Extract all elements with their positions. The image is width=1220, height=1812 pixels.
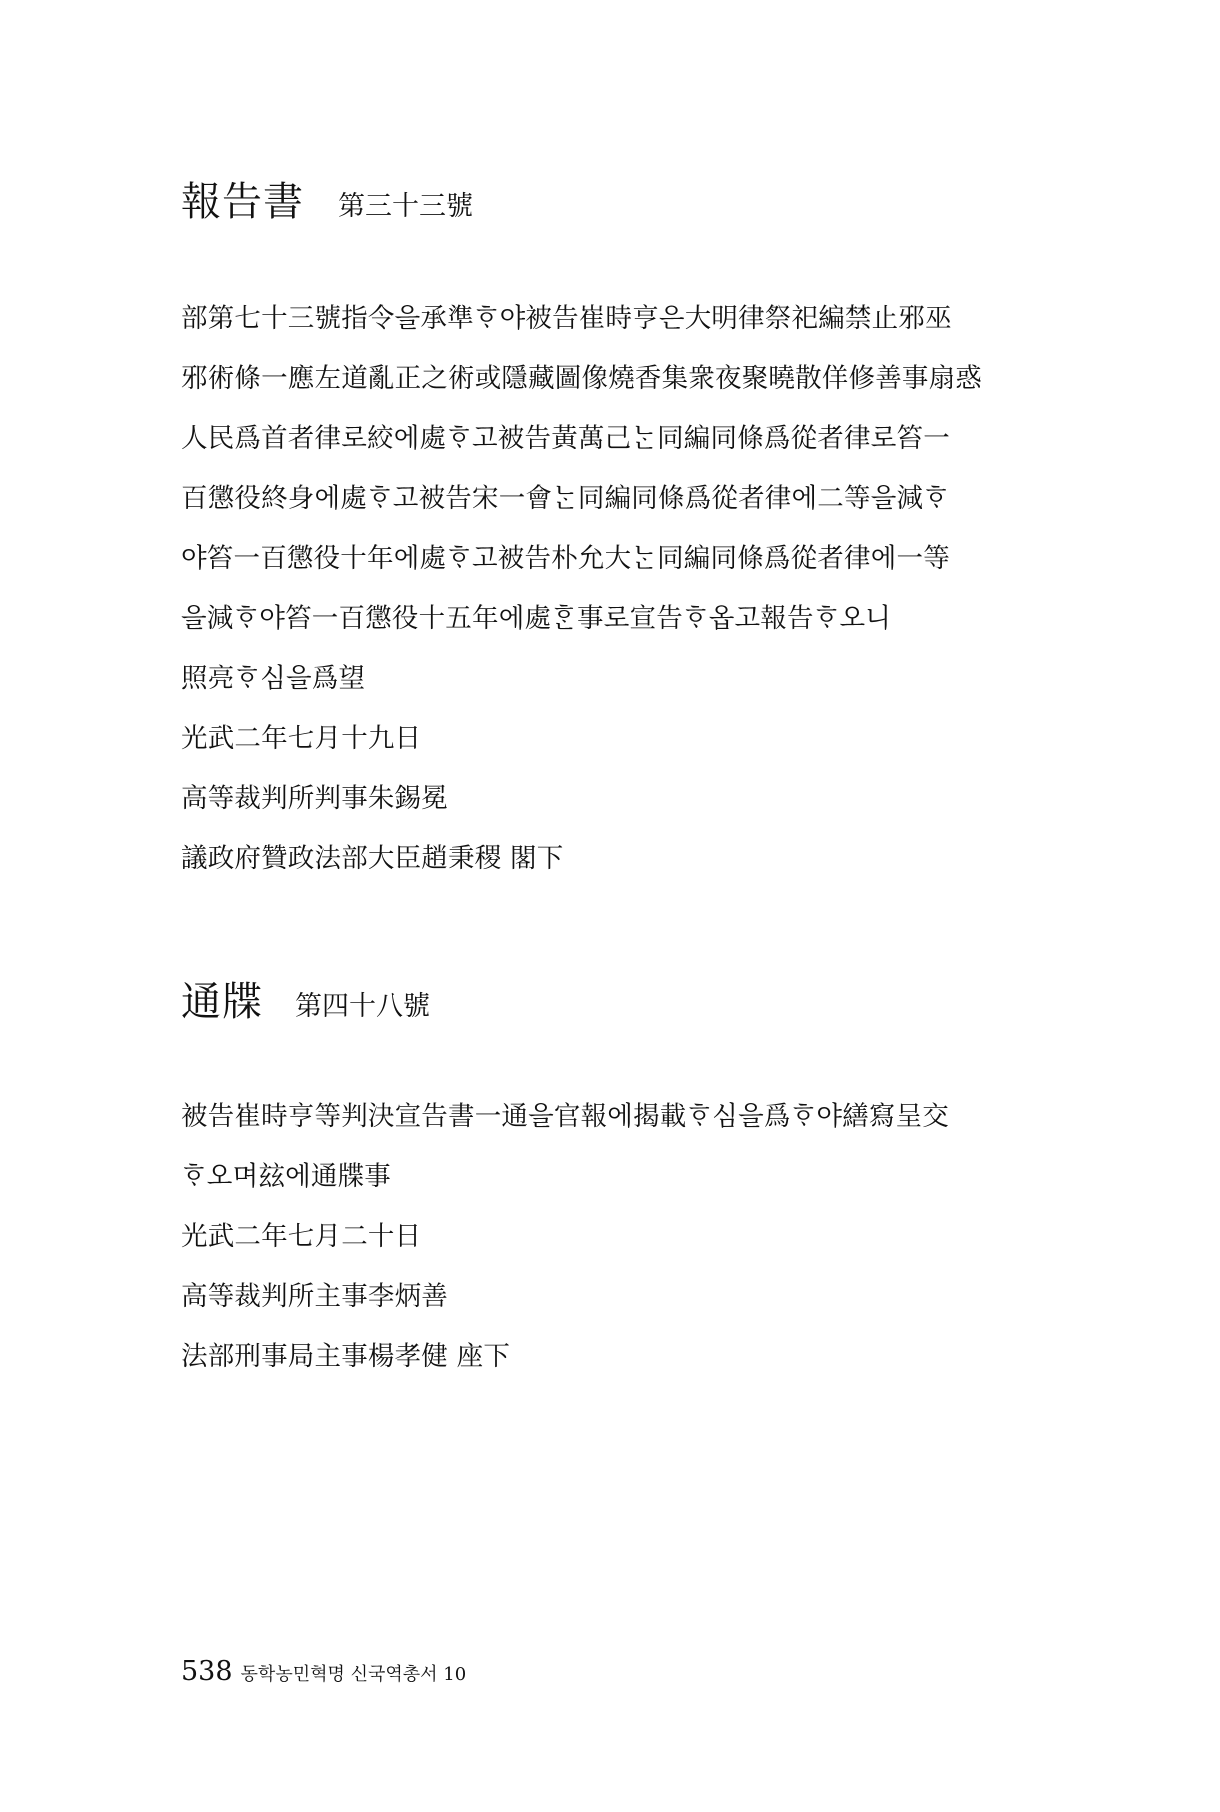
section-heading (181, 170, 1041, 227)
date-line: 光武二年七月十九日 (181, 723, 422, 754)
date-line: 光武二年七月二十日 (181, 1221, 422, 1252)
page-footer (181, 1656, 466, 1687)
text-line: 을減ᄒᆞ야笞一百懲役十五年에處ᄒᆞᆫ事로宣告ᄒᆞ옵고報告ᄒᆞ오니 (181, 603, 892, 634)
text-line: 야笞一百懲役十年에處ᄒᆞ고被告朴允大ᄂᆞᆫ同編同條爲從者律에一等 (181, 543, 950, 574)
running-title: 동학농민혁명 신국역총서 10 (240, 1664, 467, 1685)
text-line: 被告崔時亨等判決宣告書一通을官報에揭載ᄒᆞ심을爲ᄒᆞ야繕寫呈交 (181, 1101, 949, 1132)
report-section (181, 170, 1041, 889)
text-line: ᄒᆞ오며玆에通牒事 (181, 1161, 391, 1192)
text-line: 百懲役終身에處ᄒᆞ고被告宋一會ᄂᆞᆫ同編同條爲從者律에二等을減ᄒᆞ (181, 483, 949, 514)
section-number: 第三十三號 (338, 191, 473, 222)
section-title: 通牒 (181, 979, 263, 1025)
notice-section (181, 970, 1041, 1387)
page-number: 538 (181, 1656, 233, 1687)
section-body (181, 1087, 1041, 1387)
recipient-line: 議政府贊政法部大臣趙秉稷 閣下 (181, 843, 564, 874)
section-number: 第四十八號 (295, 991, 430, 1022)
recipient-line: 法部刑事局主事楊孝健 座下 (181, 1341, 511, 1372)
section-heading (181, 970, 1041, 1027)
sender-line: 高等裁判所判事朱錫冕 (181, 783, 448, 814)
text-line: 人民爲首者律로絞에處ᄒᆞ고被告黃萬己ᄂᆞᆫ同編同條爲從者律로笞一 (181, 423, 950, 454)
text-line: 邪術條一應左道亂正之術或隱藏圖像燒香集衆夜聚曉散佯修善事扇惑 (181, 363, 982, 394)
sender-line: 高等裁判所主事李炳善 (181, 1281, 448, 1312)
section-title: 報告書 (181, 179, 304, 225)
text-line: 照亮ᄒᆞ심을爲望 (181, 663, 366, 694)
section-body (181, 289, 1041, 889)
text-line: 部第七十三號指令을承準ᄒᆞ야被告崔時亨은大明律祭祀編禁止邪巫 (181, 303, 952, 334)
